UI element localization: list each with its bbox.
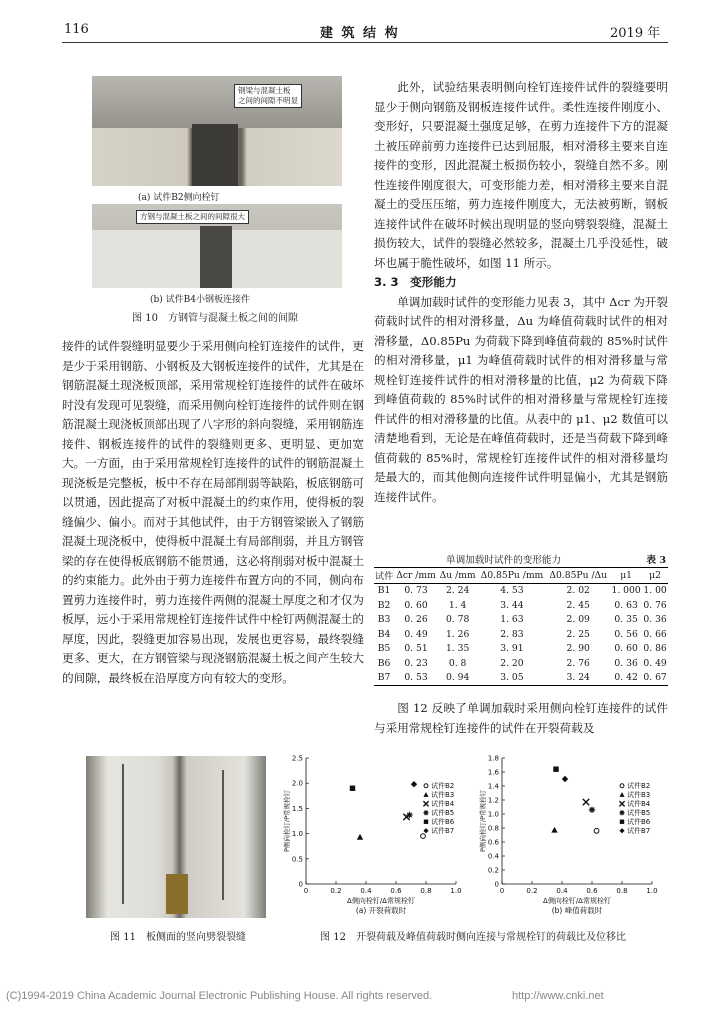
crack-line-left <box>122 764 124 904</box>
steel-tube-b <box>200 226 232 288</box>
table3-row <box>374 656 668 671</box>
legend-label: 试件B6 <box>627 818 651 827</box>
table3-cell: B2 <box>377 599 391 611</box>
legend-label: 试件B7 <box>431 827 455 836</box>
table3-header-row <box>374 568 668 584</box>
table3-cell: 0. 26 <box>404 614 428 626</box>
table3-cell: 0. 67 <box>643 672 667 684</box>
table3-cell: 2. 76 <box>566 657 590 669</box>
table3-cell: 1. 35 <box>445 643 470 655</box>
legend-marker <box>619 810 624 815</box>
left-paragraph: 接件的试件裂缝明显要少于采用侧向栓钉连接件的试件，更是少于采用钢筋、小钢板及大钢板连接件的试件，尤其是在钢筋混凝土现浇板顶部，采用常规栓钉连接件的试件在破坏时没有发现可见裂缝，而采用侧向栓钉连接件的试件则在钢筋混凝土现浇板顶部出现了八字形的斜向裂缝，采用钢筋连接件、钢板连接件的试件的裂缝则更多、更明显、更加宽大。一方面，由于采用常规栓钉连接件的试件的钢筋混凝土现浇板是完整板，板中不存在局部削弱等缺陷，板底钢筋可以贯通，因此提高了对板中混凝土的约束作用，使得板的裂缝偏少、偏小。而对于其他试件，由于方钢管梁嵌入了钢筋混凝土现浇板中，使得板中混凝土有局部削弱，并且方钢管梁的存在使得板底钢筋不能贯通，这必将削弱对板中混凝土的约束能力。此外由于剪力连接件布置方向的不同，侧向布置剪力连接件时，剪力连接件两侧的混凝土厚度之和才仅为板厚，远小于采用常规栓钉连接件试件中栓钉两侧混凝土的厚度，因此，裂缝更加容易出现，发展也更容易，最终裂缝更多、更大，在方钢管梁与现浇钢筋混凝土板之间产生较大的间隙，最终板在沿厚度方向有较大的变形。 <box>62 339 364 685</box>
data-point-试件B6 <box>350 786 355 791</box>
right-paragraph-3: 图 12 反映了单调加载时采用侧向栓钉连接件的试件与采用常规栓钉连接件的试件在开裂荷载及 <box>374 701 668 735</box>
table3-cell: 0. 86 <box>643 643 667 655</box>
header-rule <box>62 42 668 43</box>
legend-label: 试件B4 <box>627 800 651 809</box>
data-point-试件B5 <box>406 812 412 818</box>
legend-label: 试件B2 <box>627 782 651 791</box>
table3-col-dcr: Δcr /mm <box>396 569 436 581</box>
table3-cell: 0. 94 <box>445 672 470 684</box>
table3-grid <box>374 567 668 686</box>
y-tick-label: 0.6 <box>487 838 499 847</box>
legend-label: 试件B3 <box>627 791 651 800</box>
legend-label: 试件B5 <box>627 809 651 818</box>
x-tick-label: 0.4 <box>556 887 568 895</box>
table3-row <box>374 613 668 628</box>
table3-cell: 0. 56 <box>614 628 638 640</box>
legend-label: 试件B2 <box>431 782 455 791</box>
table3-cell: 2. 45 <box>566 599 590 611</box>
x-tick-label: 0.4 <box>360 887 372 895</box>
x-tick-label: 0.2 <box>526 887 538 895</box>
legend-label: 试件B4 <box>431 800 455 809</box>
table3-cell: B5 <box>377 643 391 655</box>
data-point-试件B4 <box>583 799 589 805</box>
figure10-caption: 图 10 方钢管与混凝土板之间的间隙 <box>132 313 298 324</box>
figure11-caption: 图 11 板侧面的竖向劈裂裂缝 <box>110 932 246 943</box>
data-point-试件B3 <box>551 827 557 833</box>
legend-marker <box>424 820 428 824</box>
legend-label: 试件B5 <box>431 809 455 818</box>
y-tick-label: 0 <box>298 880 303 889</box>
table3-cell: 2. 09 <box>566 614 590 626</box>
table3-label: 表 3 <box>646 555 666 566</box>
table3-row <box>374 671 668 686</box>
data-point-试件B7 <box>562 776 568 782</box>
figure10b-photo <box>92 204 342 288</box>
table3-cell: 0. 49 <box>404 628 428 640</box>
table3-col-ratio: Δ0.85Pu /Δu <box>549 569 608 581</box>
table3-cell: 1. 26 <box>445 628 470 640</box>
right-paragraph-2: 单调加载时试件的变形能力见表 3，其中 Δcr 为开裂荷载时试件的相对滑移量，Δu 为峰值荷载时试件的相对滑移量，Δ0.85Pu 为荷载下降到峰值荷载的 85%时试件的相对滑移量，μ1 为峰值荷载时试件的相对滑移量与常规栓钉连接件试件的相对滑移量的比值，μ2 为荷载下降到峰值荷载的 85%时试件的相对滑移量与常规栓钉连接件试件的相对滑移量的比值。从表中的 μ1、μ2 数值可以清楚地看到，无论是在峰值荷载时，还是当荷载下降到峰值荷载的 85%时，常规栓钉连接件试件的相对滑移量均是最大的，而其他侧向连接件试件明显偏小，尤其是钢筋连接件试件。 <box>374 294 668 504</box>
figure10a-callout: 钢梁与混凝土板 之间的间隙不明显 <box>234 84 302 108</box>
table3-row <box>374 598 668 613</box>
y-tick-label: 0.8 <box>487 824 499 833</box>
x-tick-label: 0.8 <box>616 887 628 895</box>
table3-col-mu1: μ1 <box>620 569 633 581</box>
data-point-试件B6 <box>553 766 558 771</box>
table3-cell: 0. 66 <box>643 628 667 640</box>
y-tick-label: 2.0 <box>291 779 303 788</box>
legend-marker <box>423 828 428 833</box>
table3-cell: 0. 35 <box>614 614 638 626</box>
legend-marker <box>424 784 428 788</box>
legend-marker <box>619 801 624 806</box>
table3-col-mu2: μ2 <box>649 569 661 581</box>
section-3-3-title: 3. 3 变形能力 <box>374 275 457 289</box>
y-tick-label: 1.8 <box>487 754 499 763</box>
y-axis-label: P侧向栓钉/P常规栓钉 <box>479 789 487 853</box>
legend-marker <box>423 810 428 815</box>
y-tick-label: 1.0 <box>487 810 499 819</box>
table3-cell: 0. 60 <box>404 599 428 611</box>
table3-cell: 3. 24 <box>566 672 590 684</box>
figure11-photo <box>86 756 266 918</box>
right-column-text-2 <box>374 699 668 738</box>
table3 <box>374 552 668 686</box>
data-point-试件B5 <box>589 807 595 813</box>
y-tick-label: 0 <box>494 880 499 889</box>
x-axis-label: Δ侧向栓钉/Δ常规栓钉 <box>543 897 611 905</box>
x-tick-label: 0 <box>499 887 505 895</box>
table3-cell: 4. 53 <box>500 585 524 597</box>
legend-marker <box>620 820 624 824</box>
x-tick-label: 1.0 <box>450 887 462 895</box>
x-tick-label: 1.0 <box>646 887 658 895</box>
slab-right <box>232 230 342 288</box>
legend-marker <box>423 801 428 806</box>
y-tick-label: 1.4 <box>487 782 499 791</box>
table3-cell: 2. 83 <box>500 628 524 640</box>
right-paragraph-1: 此外，试验结果表明侧向栓钉连接件试件的裂缝要明显少于侧向钢筋及钢板连接件试件。柔性连接件刚度小、变形好，只要混凝土强度足够，在剪力连接件下方的混凝土被压碎前剪力连接件已达到屈服，相对滑移主要来自连接件的变形，因此混凝土板损伤较小，裂缝自然不多。刚性连接件刚度很大，可变形能力差，相对滑移主要来自混凝土的受压压缩，剪力连接件刚度大，无法被剪断，钢板连接件试件在破坏时候出现明显的竖向劈裂裂缝，混凝土损伤较大，试件的裂缝必然较多，混凝土几乎没延性，破坏也属于脆性破坏，如图 11 所示。 <box>374 80 668 270</box>
table3-cell: B4 <box>377 628 391 640</box>
table3-cell: B1 <box>377 585 391 597</box>
slab-left <box>92 230 200 288</box>
table3-col-d085: Δ0.85Pu /mm <box>480 569 544 581</box>
table3-cell: 0. 76 <box>643 599 667 611</box>
x-tick-label: 0.2 <box>330 887 342 895</box>
table3-cell: 0. 53 <box>404 672 428 684</box>
table3-cell: 1. 00 <box>643 585 667 597</box>
data-point-试件B2 <box>421 834 426 839</box>
figure12-charts <box>278 752 670 920</box>
table3-cell: 2. 20 <box>500 657 524 669</box>
table3-cell: 2. 90 <box>566 643 590 655</box>
legend-label: 试件B7 <box>627 827 651 836</box>
table3-cell: 0. 36 <box>614 657 638 669</box>
left-column-text <box>62 337 364 688</box>
table3-cell: 0. 73 <box>404 585 428 597</box>
figure10a-label: (a) 试件B2侧向栓钉 <box>138 193 220 203</box>
table3-row <box>374 627 668 642</box>
table3-cell: 0. 49 <box>643 657 667 669</box>
table3-cell: 2. 25 <box>566 628 590 640</box>
legend-marker <box>619 828 624 833</box>
figure12-caption: 图 12 开裂荷载及峰值荷载时侧向连接与常规栓钉的荷载比及位移比 <box>320 932 626 943</box>
figure12-chart-a <box>282 755 462 916</box>
y-tick-label: 0.5 <box>291 855 303 864</box>
table3-cell: B7 <box>377 672 391 684</box>
steel-tube <box>192 124 238 186</box>
legend-marker <box>620 784 624 788</box>
data-point-试件B2 <box>594 828 599 833</box>
table3-cell: 3. 05 <box>500 672 524 684</box>
page-number: 116 <box>64 22 89 37</box>
chart-title: (b) 峰值荷载时 <box>551 906 603 915</box>
y-tick-label: 1.5 <box>291 804 303 813</box>
test-fixture <box>166 874 188 914</box>
x-tick-label: 0 <box>303 887 309 895</box>
y-tick-label: 0.2 <box>487 866 499 875</box>
table3-cell: 0. 78 <box>445 614 470 626</box>
table3-cell: 1. 000 <box>611 585 641 597</box>
y-axis-label: P侧向栓钉/P常规栓钉 <box>283 789 291 853</box>
x-tick-label: 0.8 <box>420 887 432 895</box>
journal-title: 建 筑 结 构 <box>320 26 400 41</box>
legend-label: 试件B6 <box>431 818 455 827</box>
x-tick-label: 0.6 <box>586 887 598 895</box>
table3-col-specimen: 试件 <box>374 571 394 583</box>
data-point-试件B3 <box>357 834 363 840</box>
table3-title: 单调加载时试件的变形能力 <box>446 555 562 566</box>
table3-row <box>374 583 668 598</box>
chart-title: (a) 开裂荷载时 <box>355 906 407 915</box>
legend-marker <box>619 792 624 797</box>
x-axis-label: Δ侧向栓钉/Δ常规栓钉 <box>347 897 415 905</box>
y-tick-label: 1.2 <box>487 796 499 805</box>
figure10a-photo <box>92 76 342 186</box>
journal-year: 2019 年 <box>610 26 661 41</box>
x-tick-label: 0.6 <box>390 887 402 895</box>
right-column-text <box>374 78 668 507</box>
table3-cell: B3 <box>377 614 391 626</box>
data-point-试件B7 <box>411 781 417 787</box>
table3-cell: 1. 63 <box>500 614 524 626</box>
table3-cell: 0. 42 <box>614 672 638 684</box>
y-tick-label: 1.6 <box>487 768 499 777</box>
table3-cell: 0. 63 <box>614 599 638 611</box>
table3-cell: 2. 02 <box>566 585 590 597</box>
table3-cell: 1. 4 <box>448 599 467 611</box>
table3-cell: B6 <box>377 657 391 669</box>
legend-label: 试件B3 <box>431 791 455 800</box>
table3-row <box>374 642 668 657</box>
table3-cell: 0. 60 <box>614 643 638 655</box>
footer-url: http://www.cnki.net <box>512 990 604 1002</box>
table3-col-du: Δu /mm <box>439 569 476 581</box>
table3-cell: 0. 23 <box>404 657 428 669</box>
table3-cell: 2. 24 <box>445 585 470 597</box>
y-tick-label: 1.0 <box>291 830 303 839</box>
figure10b-label: (b) 试件B4小钢板连接件 <box>150 295 250 305</box>
table3-cell: 0. 51 <box>404 643 428 655</box>
figure10b-callout: 方钢与混凝土板之间的间隙很大 <box>136 210 249 224</box>
table3-cell: 3. 91 <box>500 643 524 655</box>
y-tick-label: 0.4 <box>487 852 499 861</box>
footer-copyright: (C)1994-2019 China Academic Journal Electronic Publishing House. All rights reserved. <box>6 990 433 1002</box>
figure12-chart-b <box>478 755 658 916</box>
y-tick-label: 2.5 <box>291 754 303 763</box>
table3-cell: 0. 8 <box>448 657 467 669</box>
table3-cell: 3. 44 <box>500 599 524 611</box>
legend-marker <box>423 792 428 797</box>
table3-cell: 0. 36 <box>643 614 667 626</box>
crack-line-right <box>222 770 224 900</box>
